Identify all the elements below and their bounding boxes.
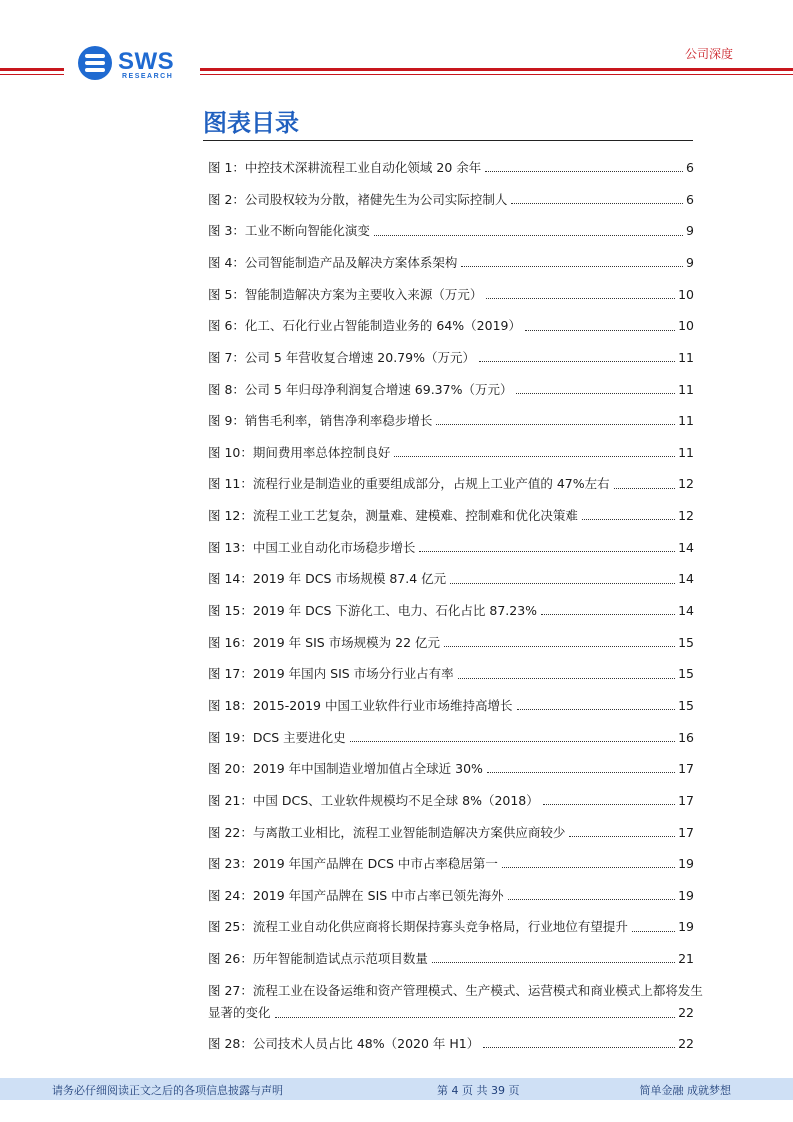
toc-entry[interactable] xyxy=(208,563,694,595)
toc-leader-dots xyxy=(458,678,675,679)
footer-bar xyxy=(0,1078,793,1100)
toc-entry[interactable] xyxy=(208,342,694,374)
page-title: 图表目录 xyxy=(203,109,299,137)
toc-entry-label: 图 15：2019 年 DCS 下游化工、电力、石化占比 87.23% xyxy=(208,603,538,619)
toc-entry-page: 12 xyxy=(678,508,694,524)
toc-entry-page: 15 xyxy=(678,697,694,713)
toc-leader-dots xyxy=(275,1017,676,1018)
toc-entry-label: 图 14：2019 年 DCS 市场规模 87.4 亿元 xyxy=(208,571,447,587)
toc-entry-page: 9 xyxy=(686,254,694,270)
toc-entry-page: 11 xyxy=(678,349,694,365)
toc-leader-dots xyxy=(511,203,683,204)
header-rule-left-thin xyxy=(0,74,64,75)
toc-entry-page: 17 xyxy=(678,792,694,808)
logo-text: SWS xyxy=(118,48,175,75)
toc-entry-page: 19 xyxy=(678,919,694,935)
toc-leader-dots xyxy=(419,551,675,552)
toc-entry-label: 图 26：历年智能制造试点示范项目数量 xyxy=(208,951,428,967)
toc-entry[interactable] xyxy=(208,500,694,532)
toc-leader-dots xyxy=(632,931,675,932)
sws-logo-mark xyxy=(78,46,112,80)
toc-entry-page: 19 xyxy=(678,856,694,872)
toc-leader-dots xyxy=(374,235,683,236)
toc-entry[interactable] xyxy=(208,405,694,437)
toc-entry[interactable] xyxy=(208,911,694,943)
toc-leader-dots xyxy=(479,361,675,362)
toc-entry[interactable] xyxy=(208,722,694,754)
toc-entry[interactable] xyxy=(208,975,703,1028)
toc-leader-dots xyxy=(569,836,675,837)
toc-entry-page: 6 xyxy=(686,160,694,176)
title-rule xyxy=(203,140,693,141)
toc-entry-page: 22 xyxy=(678,1005,694,1021)
toc-leader-dots xyxy=(541,614,675,615)
toc-entry-label-continued: 显著的变化 xyxy=(208,1005,271,1021)
toc-entry-label: 图 18：2015-2019 中国工业软件行业市场维持高增长 xyxy=(208,697,513,713)
toc-leader-dots xyxy=(486,298,675,299)
toc-entry[interactable] xyxy=(208,279,694,311)
toc-entry[interactable] xyxy=(208,753,694,785)
toc-entry-page: 19 xyxy=(678,887,694,903)
toc-leader-dots xyxy=(432,962,675,963)
toc-entry-label: 图 25：流程工业自动化供应商将长期保持寡头竞争格局，行业地位有望提升 xyxy=(208,919,628,935)
toc-entry-label: 图 13：中国工业自动化市场稳步增长 xyxy=(208,539,416,555)
footer-disclaimer: 请务必仔细阅读正文之后的各项信息披露与声明 xyxy=(52,1084,283,1097)
toc-leader-dots xyxy=(436,424,675,425)
toc-entry-page: 10 xyxy=(678,286,694,302)
toc-leader-dots xyxy=(444,646,675,647)
toc-entry-label: 图 23：2019 年国产品牌在 DCS 中市占率稳居第一 xyxy=(208,856,498,872)
toc-entry-label: 图 24：2019 年国产品牌在 SIS 中市占率已领先海外 xyxy=(208,887,504,903)
toc-entry-label: 图 22：与离散工业相比，流程工业智能制造解决方案供应商较少 xyxy=(208,824,566,840)
header-rule-right-thin xyxy=(200,74,793,75)
toc-entry-page: 15 xyxy=(678,666,694,682)
toc-entry[interactable] xyxy=(208,943,694,975)
logo-subtext: RESEARCH xyxy=(122,73,174,80)
toc-entry-label: 图 10：期间费用率总体控制良好 xyxy=(208,444,391,460)
toc-leader-dots xyxy=(485,171,683,172)
toc-entry[interactable] xyxy=(208,247,694,279)
toc-entry[interactable] xyxy=(208,532,694,564)
toc-entry-label: 图 12：流程工业工艺复杂，测量难、建模难、控制难和优化决策难 xyxy=(208,508,578,524)
toc-leader-dots xyxy=(508,899,675,900)
toc-entry[interactable] xyxy=(208,468,694,500)
toc-leader-dots xyxy=(525,330,675,331)
toc-entry-label: 图 17：2019 年国内 SIS 市场分行业占有率 xyxy=(208,666,454,682)
toc-leader-dots xyxy=(582,519,675,520)
toc-entry[interactable] xyxy=(208,595,694,627)
toc-entry[interactable] xyxy=(208,880,694,912)
toc-entry-page: 11 xyxy=(678,413,694,429)
toc-entry-label: 图 11：流程行业是制造业的重要组成部分，占规上工业产值的 47%左右 xyxy=(208,476,610,492)
toc-leader-dots xyxy=(487,772,675,773)
toc-entry-label: 图 20：2019 年中国制造业增加值占全球近 30% xyxy=(208,761,483,777)
header-rule-left xyxy=(0,68,64,71)
toc-entry-page: 22 xyxy=(678,1035,694,1051)
toc-entry-label: 图 7：公司 5 年营收复合增速 20.79%（万元） xyxy=(208,349,475,365)
toc-entry-label: 图 19：DCS 主要进化史 xyxy=(208,729,346,745)
toc-entry[interactable] xyxy=(208,373,694,405)
toc-entry-page: 17 xyxy=(678,824,694,840)
toc-entry[interactable] xyxy=(208,1028,694,1060)
toc-entry-page: 21 xyxy=(678,951,694,967)
report-type-tag: 公司深度 xyxy=(684,47,733,61)
sws-logo xyxy=(78,46,182,82)
toc-entry-label: 图 2：公司股权较为分散，褚健先生为公司实际控制人 xyxy=(208,191,508,207)
toc-entry-label: 图 1：中控技术深耕流程工业自动化领域 20 余年 xyxy=(208,160,482,176)
toc-entry[interactable] xyxy=(208,184,694,216)
toc-entry-page: 6 xyxy=(686,191,694,207)
toc-entry-label: 图 3：工业不断向智能化演变 xyxy=(208,223,370,239)
toc-leader-dots xyxy=(483,1047,675,1048)
toc-entry[interactable] xyxy=(208,215,694,247)
toc-entry[interactable] xyxy=(208,627,694,659)
toc-entry-page: 15 xyxy=(678,634,694,650)
toc-entry-label: 图 16：2019 年 SIS 市场规模为 22 亿元 xyxy=(208,634,441,650)
footer-page-number: 第 4 页 共 39 页 xyxy=(437,1084,520,1097)
toc-entry-label: 图 28：公司技术人员占比 48%（2020 年 H1） xyxy=(208,1035,480,1051)
toc-entry-page: 9 xyxy=(686,223,694,239)
toc-entry-label: 图 5：智能制造解决方案为主要收入来源（万元） xyxy=(208,286,483,302)
toc-entry[interactable] xyxy=(208,690,694,722)
toc-entry[interactable] xyxy=(208,785,694,817)
toc-entry[interactable] xyxy=(208,816,694,848)
toc-leader-dots xyxy=(461,266,683,267)
toc-entry-label: 图 6：化工、石化行业占智能制造业务的 64%（2019） xyxy=(208,318,521,334)
toc-entry-page: 10 xyxy=(678,318,694,334)
toc-entry-page: 12 xyxy=(678,476,694,492)
toc-entry[interactable] xyxy=(208,152,694,184)
figure-toc xyxy=(208,152,703,1059)
toc-entry-page: 11 xyxy=(678,381,694,397)
footer-slogan: 简单金融 成就梦想 xyxy=(639,1084,731,1097)
toc-entry[interactable] xyxy=(208,658,694,690)
toc-entry-page: 11 xyxy=(678,444,694,460)
toc-entry-page: 16 xyxy=(678,729,694,745)
toc-entry[interactable] xyxy=(208,848,694,880)
toc-entry-label: 图 8：公司 5 年归母净利润复合增速 69.37%（万元） xyxy=(208,381,513,397)
header-rule-right xyxy=(200,68,793,71)
toc-leader-dots xyxy=(517,709,676,710)
toc-entry[interactable] xyxy=(208,310,694,342)
toc-entry[interactable] xyxy=(208,437,694,469)
toc-entry-label: 图 4：公司智能制造产品及解决方案体系架构 xyxy=(208,254,458,270)
toc-entry-page: 14 xyxy=(678,539,694,555)
toc-leader-dots xyxy=(516,393,675,394)
toc-entry-page: 17 xyxy=(678,761,694,777)
toc-entry-page: 14 xyxy=(678,571,694,587)
toc-entry-label: 图 9：销售毛利率，销售净利率稳步增长 xyxy=(208,413,433,429)
toc-leader-dots xyxy=(543,804,675,805)
toc-entry-label: 图 27：流程工业在设备运维和资产管理模式、生产模式、运营模式和商业模式上都将发生 xyxy=(208,982,703,998)
toc-leader-dots xyxy=(394,456,675,457)
toc-leader-dots xyxy=(614,488,675,489)
toc-leader-dots xyxy=(450,583,675,584)
toc-entry-page: 14 xyxy=(678,603,694,619)
toc-leader-dots xyxy=(350,741,675,742)
toc-entry-label: 图 21：中国 DCS、工业软件规模均不足全球 8%（2018） xyxy=(208,792,539,808)
toc-leader-dots xyxy=(502,867,675,868)
